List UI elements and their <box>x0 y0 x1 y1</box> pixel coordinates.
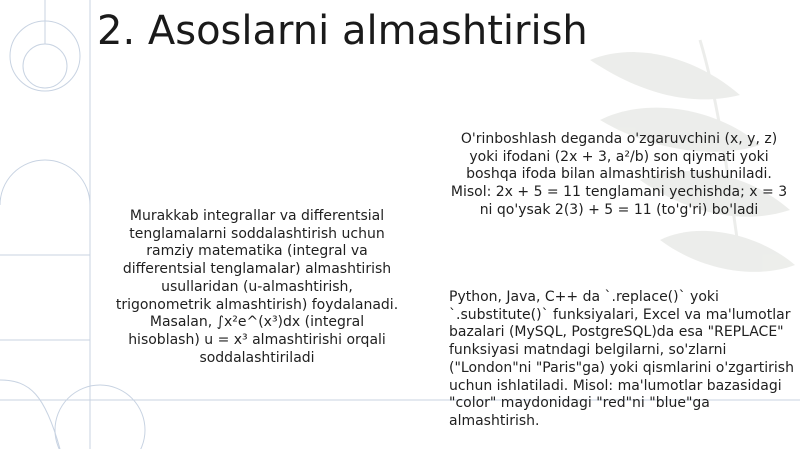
slide-title: 2. Asoslarni almashtirish <box>97 8 588 54</box>
text-block-left: Murakkab integrallar va differentsial tenglamalarni soddalashtirish uchun ramziy matematika (integral va differentsial tenglamalar) almashtirish usullaridan (u-almashtirish, trigonometrik almashtirish) foydalanadi. Masalan, ∫x²e^(x³)dx (integral hisoblash) u = x³ almashtirishi orqali soddalashtiriladi <box>115 208 399 366</box>
text-block-right-bottom: Python, Java, C++ da `.replace()` yoki `.substitute()` funksiyalari, Excel va ma'lumotlar bazalari (MySQL, PostgreSQL)da esa "REPLACE" funksiyasi matndagi belgilarni, so'zlarni ("London"ni "Paris"ga) yoki qismlarini o'zgartirish uchun ishlatiladi. Misol: ma'lumotlar bazasidagi "color" maydonidagi "red"ni "blue"ga almashtirish. <box>449 289 794 429</box>
text-block-right-top: O'rinboshlash deganda o'zgaruvchini (x, y, z) yoki ifodani (2x + 3, a²/b) son qiymati yoki boshqa ifoda bilan almashtirish tushuniladi. Misol: 2x + 5 = 11 tenglamani yechishda; x = 3 ni qo'ysak 2(3) + 5 = 11 (to'g'ri) bo'ladi <box>450 131 788 218</box>
